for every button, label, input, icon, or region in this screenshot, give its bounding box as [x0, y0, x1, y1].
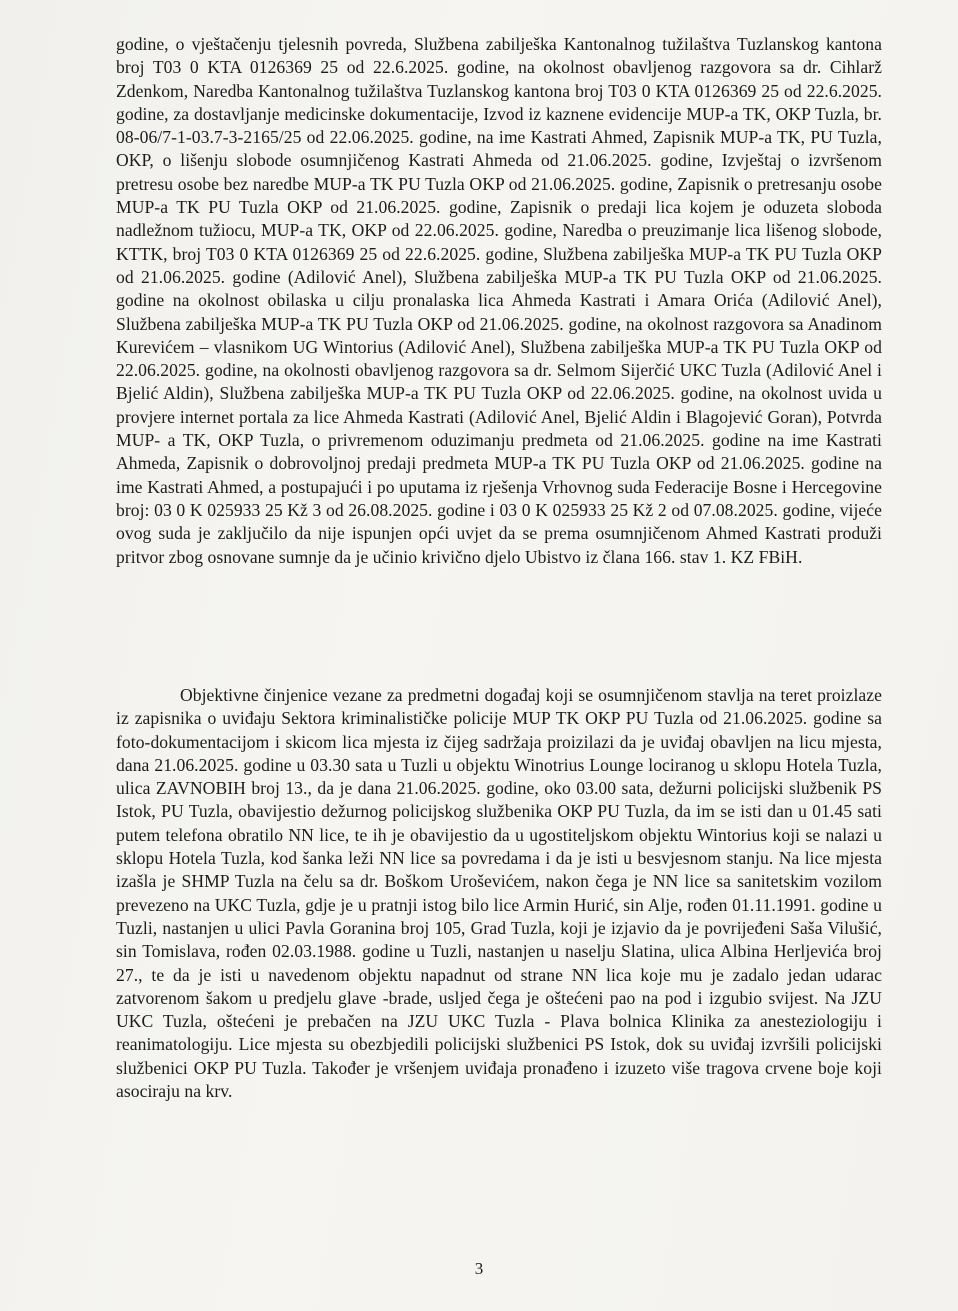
page-number: 3 [474, 1259, 484, 1278]
paragraph-evidence-list: godine, o vještačenju tjelesnih povreda, Službena zabilješka Kantonalnog tužilaštva Tuzlanskog kantona broj T03 0 KTA 0126369 25 od 22.6.2025. godine, na okolnost obavljenog razgovora sa dr. Cihlarž Zdenkom, Naredba Kantonalnog tužilaštva Tuzlanskog kantona broj T03 0 KTA 0126369 25 od 22.6.2025. godine, za dostavljanje medicinske dokumentacije, Izvod iz kaznene evidencije MUP-a TK, OKP Tuzla, br. 08-06/7-1-03.7-3-2165/25 od 22.06.2025. godine, na ime Kastrati Ahmed, Zapisnik MUP-a TK, PU Tuzla, OKP, o lišenju slobode osumnjičenog Kastrati Ahmeda od 21.06.2025. godine, Izvještaj o izvršenom pretresu osobe bez naredbe MUP-a TK PU Tuzla OKP od 21.06.2025. godine, Zapisnik o pretresanju osobe MUP-a TK PU Tuzla OKP od 21.06.2025. godine, Zapisnik o predaji lica kojem je oduzeta sloboda nadležnom tužiocu, MUP-a TK, OKP od 22.06.2025. godine, Naredba o preuzimanje lica lišenog slobode, KTTK, broj T03 0 KTA 0126369 25 od 22.6.2025. godine, Službena zabilješka MUP-a TK PU Tuzla OKP od 21.06.2025. godine (Adilović Anel), Službena zabilješka MUP-a TK PU Tuzla OKP od 21.06.2025. godine na okolnost obilaska u cilju pronalaska lica Ahmeda Kastrati i Amara Orića (Adilović Anel), Službena zabilješka MUP-a TK PU Tuzla OKP od 21.06.2025. godine, na okolnost razgovora sa Anadinom Kurevićem – vlasnikom UG Wintorius (Adilović Anel), Službena zabilješka MUP-a TK PU Tuzla OKP od 22.06.2025. godine, na okolnosti obavljenog razgovora sa dr. Selmom Sijerčić UKC Tuzla (Adilović Anel i Bjelić Aldin), Službena zabilješka MUP-a TK PU Tuzla OKP od 22.06.2025. godine, na okolnost uvida u provjere internet portala za lice Ahmeda Kastrati (Adilović Anel, Bjelić Aldin i Blagojević Goran), Potvrda MUP- a TK, OKP Tuzla, o privremenom oduzimanju predmeta od 21.06.2025. godine na ime Kastrati Ahmeda, Zapisnik o dobrovoljnoj predaji predmeta MUP-a TK PU Tuzla OKP od 21.06.2025. godine na ime Kastrati Ahmed, a postupajući i po uputama iz rješenja Vrhovnog suda Federacije Bosne i Hercegovine broj: 03 0 K 025933 25 Kž 3 od 26.08.2025. godine i 03 0 K 025933 25 Kž 2 od 07.08.2025. godine, vijeće ovog suda je zaključilo da nije ispunjen opći uvjet da se prema osumnjičenom Ahmed Kastrati produži pritvor zbog osnovane sumnje da je učinio krivično djelo Ubistvo iz člana 166. stav 1. KZ FBiH. [116, 34, 882, 567]
paragraph-objective-facts: Objektivne činjenice vezane za predmetni događaj koji se osumnjičenom stavlja na teret proizlaze iz zapisnika o uviđaju Sektora kriminalističke policije MUP TK OKP PU Tuzla od 21.06.2025. godine sa foto-dokumentacijom i skicom lica mjesta iz čijeg sadržaja proizilazi da je uviđaj obavljen na licu mjesta, dana 21.06.2025. godine u 03.30 sata u Tuzli u objektu Winotrius Lounge lociranog u sklopu Hotela Tuzla, ulica ZAVNOBIH broj 13., da je dana 21.06.2025. godine, oko 03.00 sata, dežurni policijski službenik PS Istok, PU Tuzla, obavijestio dežurnog policijskog službenika OKP PU Tuzla, da im se isti dan u 01.45 sati putem telefona obratilo NN lice, te ih je obavijestio da u ugostiteljskom objektu Wintorius koji se nalazi u sklopu Hotela Tuzla, kod šanka leži NN lice sa povredama i da je isti u besvjesnom stanju. Na lice mjesta izašla je SHMP Tuzla na čelu sa dr. Boškom Uroševićem, nakon čega je NN lice sa sanitetskim vozilom prevezeno na UKC Tuzla, gdje je u pratnji istog bilo lice Armin Hurić, sin Alje, rođen 01.11.1991. godine u Tuzli, nastanjen u ulici Pavla Goranina broj 105, Grad Tuzla, koji je izjavio da je povrijeđeni Saša Vilušić, sin Tomislava, rođen 02.03.1988. godine u Tuzli, nastanjen u naselju Slatina, ulica Albina Herljevića broj 27., te da je isti u navedenom objektu napadnut od strane NN lica koje mu je zadalo jedan udarac zatvorenom šakom u predjelu glave -brade, usljed čega je oštećeni pao na pod i izgubio svijest. Na JZU UKC Tuzla, oštećeni je prebačen na JZU UKC Tuzla - Plava bolnica Klinika za anesteziologiju i reanimatologiju. Lice mjesta su obezbjedili policijski službenici PS Istok, dok su uviđaj izvršili policijski službenici OKP PU Tuzla. Također je vršenjem uviđaja pronađeno i izuzeto više tragova crvene boje koji asociraju na krv. [116, 685, 882, 1102]
